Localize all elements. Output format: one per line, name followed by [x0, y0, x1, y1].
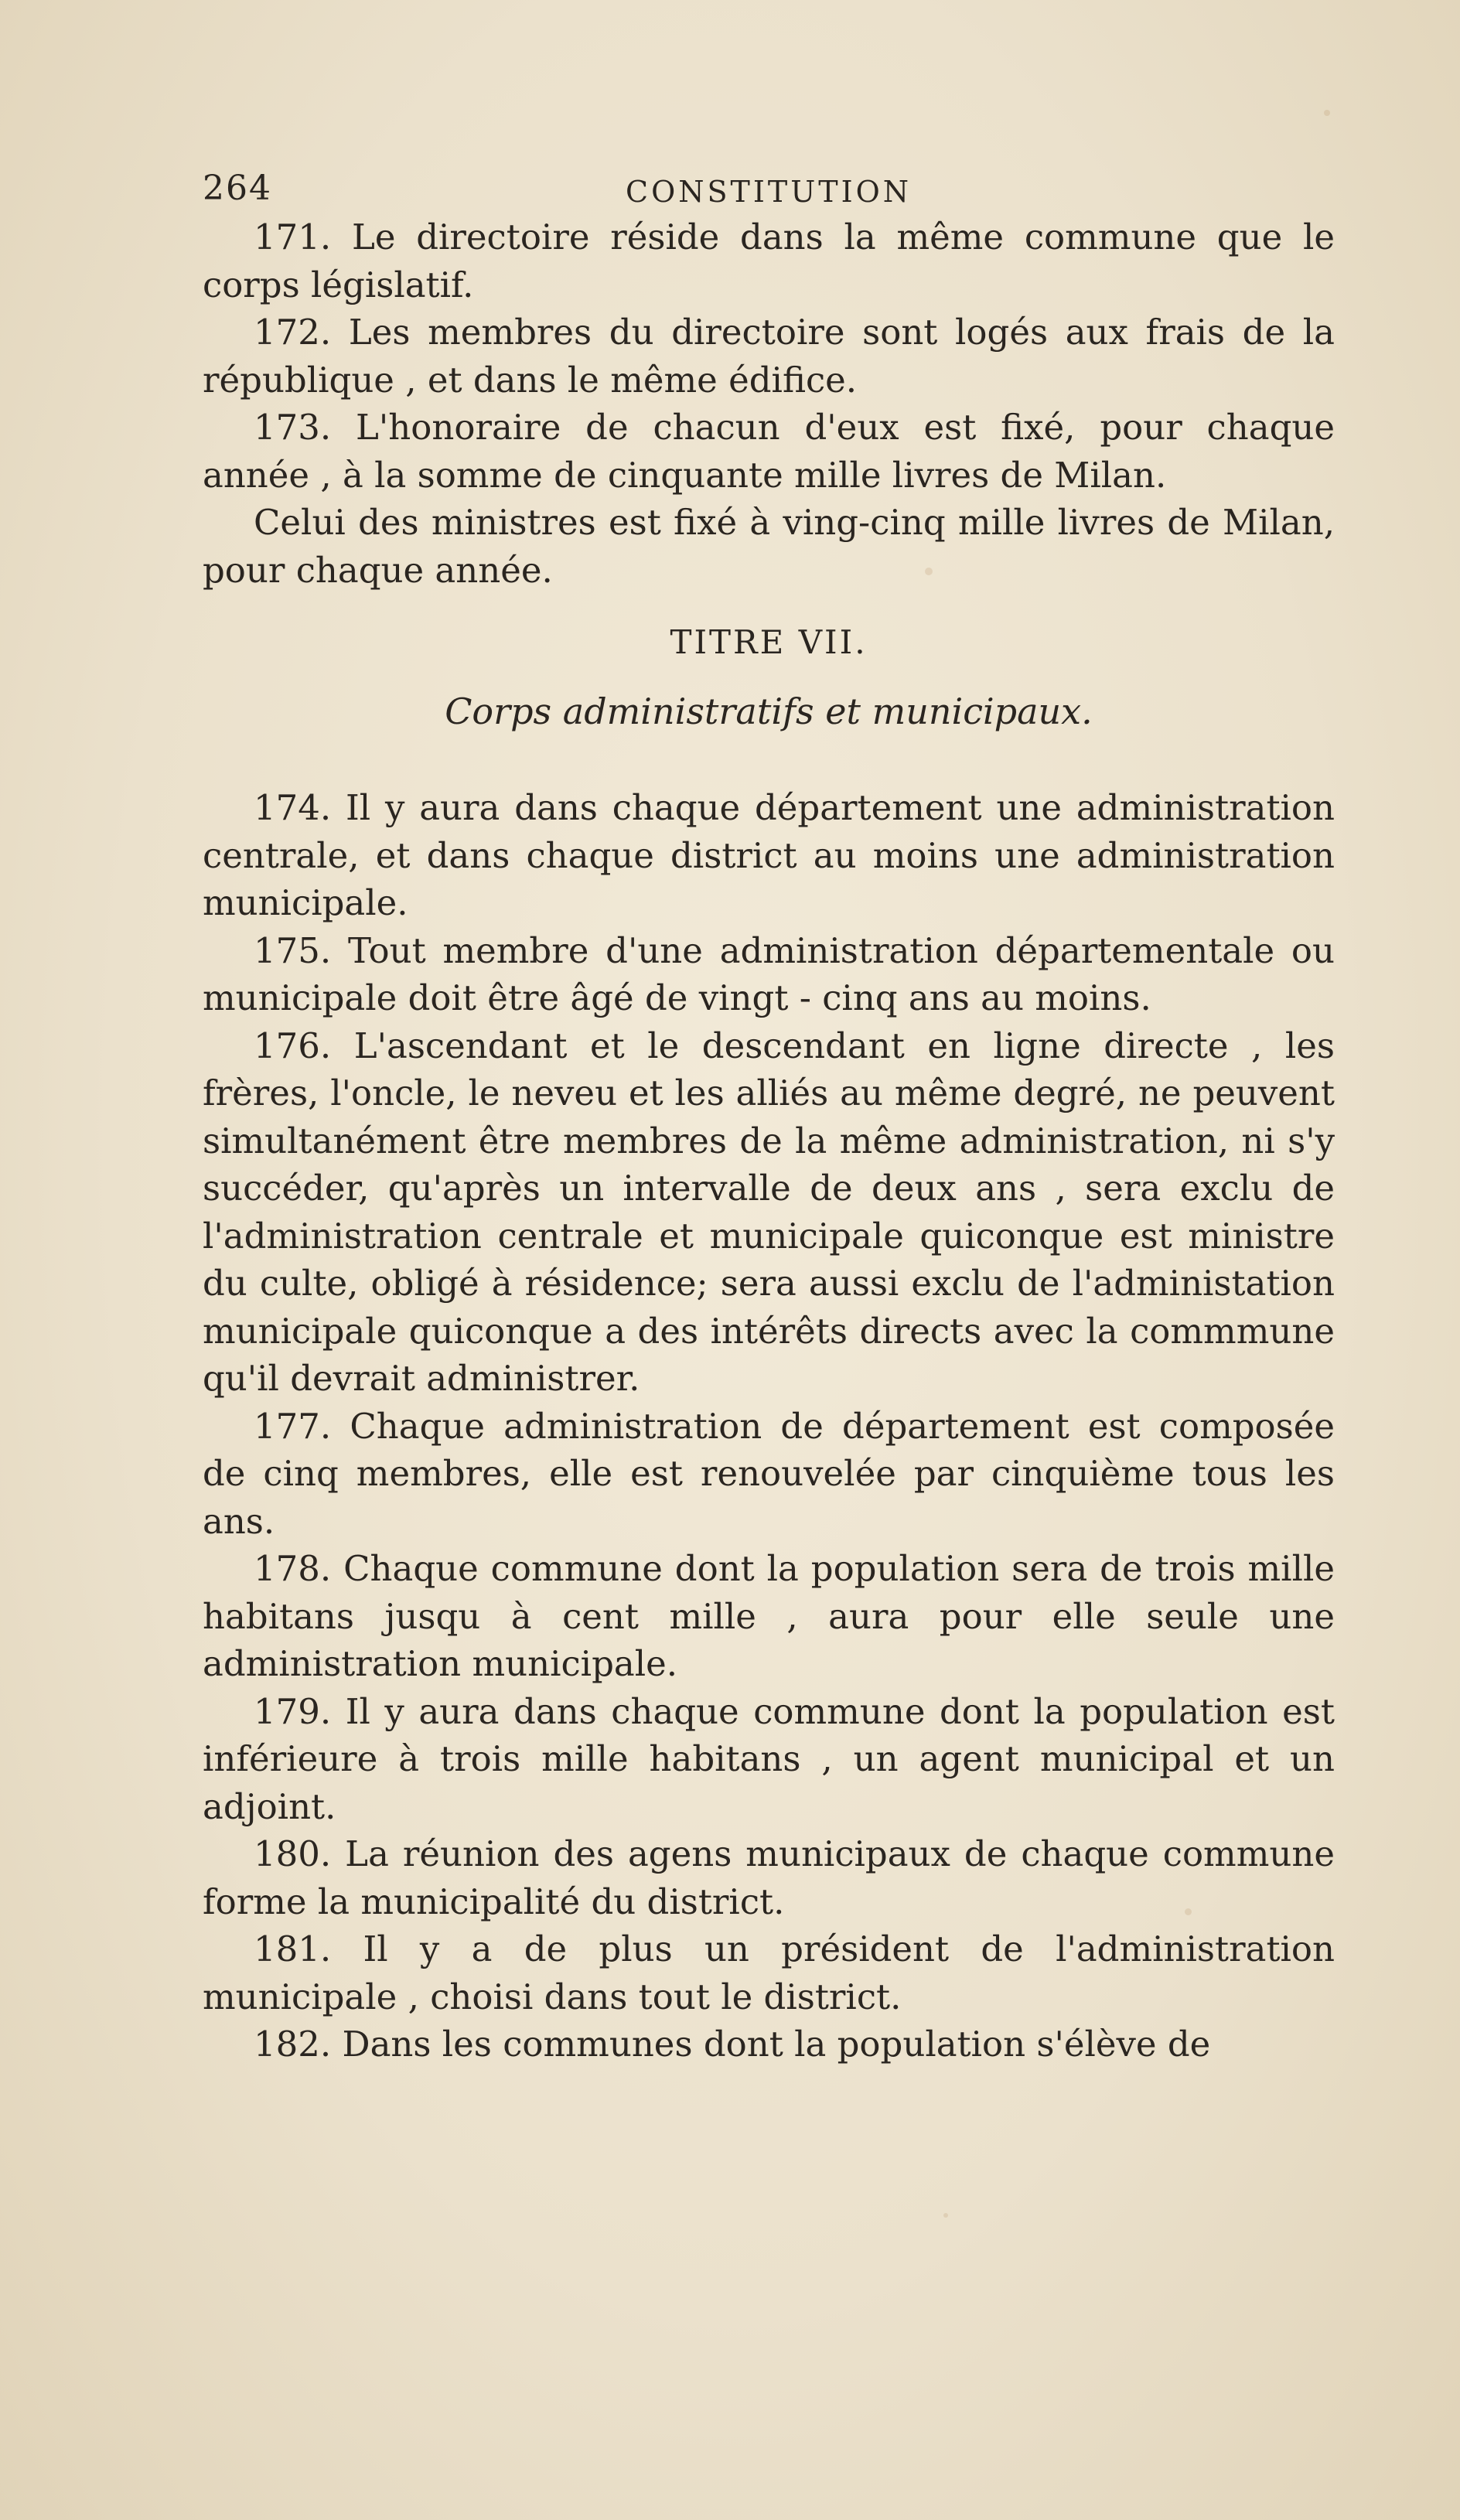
running-title: CONSTITUTION — [626, 175, 912, 209]
paper-stain — [943, 2213, 948, 2218]
article-181: 181. Il y a de plus un président de l'administration municipale , choisi dans tout le district. — [203, 1928, 1335, 2017]
article-180: 180. La réunion des agens municipaux de chaque commune forme la municipalité du district. — [203, 1833, 1335, 1922]
article-179: 179. Il y aura dans chaque commune dont la population est inférieure à trois mille habitans , un agent municipal et un adjoint. — [203, 1690, 1335, 1827]
section-title: TITRE VII. — [670, 623, 868, 661]
text-block — [203, 164, 1335, 2068]
section-subtitle: Corps administratifs et municipaux. — [445, 691, 1093, 732]
article-178: 178. Chaque commune dont la population sera de trois mille habitans jusqu à cent mille , aura pour elle seule une administration municipale. — [203, 1548, 1335, 1684]
article-177: 177. Chaque administration de département est composée de cinq membres, elle est renouvelée par cinquième tous les ans. — [203, 1405, 1335, 1542]
page-number: 264 — [203, 169, 272, 208]
running-head — [203, 164, 1335, 210]
article-174: 174. Il y aura dans chaque département une administration centrale, et dans chaque district au moins une administration municipale. — [203, 787, 1335, 923]
article-173-continued: Celui des ministres est fixé à ving-cinq mille livres de Milan, pour chaque année. — [203, 502, 1335, 591]
article-175: 175. Tout membre d'une administration départementale ou municipale doit être âgé de vingt - cinq ans au moins. — [203, 929, 1335, 1018]
paper-stain — [1324, 110, 1330, 116]
article-176: 176. L'ascendant et le descendant en ligne directe , les frères, l'oncle, le neveu et les alliés au même degré, ne peuvent simultanément être membres de la même administration, ni s'y succéder, qu'après un intervalle de deux ans , sera exclu de l'administration centrale et municipale quiconque est ministre du culte, obligé à résidence; sera aussi exclu de l'administation municipale quiconque a des intérêts directs avec la commmune qu'il devrait administrer. — [203, 1025, 1335, 1399]
article-173: 173. L'honoraire de chacun d'eux est fixé, pour chaque année , à la somme de cinquante mille livres de Milan. — [203, 407, 1335, 496]
article-172: 172. Les membres du directoire sont logés aux frais de la république , et dans le même édifice. — [203, 312, 1335, 401]
article-182: 182. Dans les communes dont la population s'élève de — [254, 2024, 1211, 2065]
article-171: 171. Le directoire réside dans la même commune que le corps législatif. — [203, 217, 1335, 305]
